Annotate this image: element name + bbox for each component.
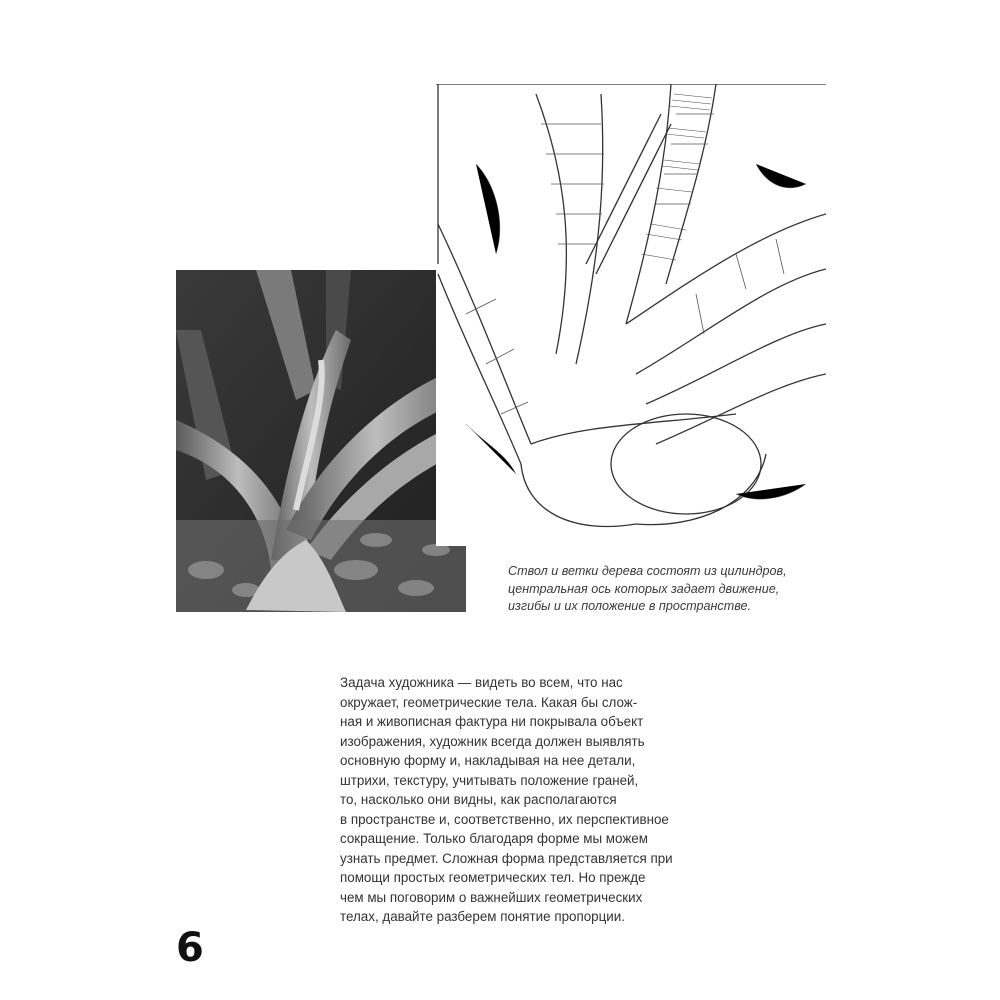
body-line: чем мы поговорим о важнейших геометрических: [340, 889, 643, 905]
caption-line: изгибы и их положение в пространстве.: [508, 599, 752, 613]
body-line: штрихи, текстуру, учитывать положение граней,: [340, 772, 639, 788]
tree-sketch: [436, 84, 826, 546]
body-line: сокращение. Только благодаря форме мы можем: [340, 831, 648, 846]
caption-line: центральная ось которых задает движение,: [508, 581, 780, 596]
tree-trunk-sketch-icon: [436, 84, 826, 546]
body-line: окружает, геометрические тела. Какая бы слож-: [340, 694, 638, 710]
body-line: изображения, художник всегда должен выявлять: [340, 733, 645, 749]
figure-caption: [508, 563, 838, 616]
body-line: Задача художника — видеть во всем, что нас: [340, 675, 623, 690]
body-line: в пространстве и, соответственно, их перспективное: [340, 811, 669, 827]
body-line: помощи простых геометрических тел. Но прежде: [340, 870, 646, 885]
page-number: 6: [176, 925, 204, 971]
body-line: узнать предмет. Сложная форма представляется при: [340, 850, 673, 866]
body-line: основную форму и, накладывая на нее детали,: [340, 753, 636, 768]
body-line: то, насколько они видны, как располагаются: [340, 792, 617, 807]
body-line: телах, давайте разберем понятие пропорции.: [340, 909, 625, 924]
tree-trunk-photo-icon: [176, 270, 466, 612]
body-line: ная и живописная фактура ни покрывала объект: [340, 714, 644, 729]
caption-line: Ствол и ветки дерева состоят из цилиндров,: [508, 564, 787, 578]
body-paragraph: [340, 673, 680, 927]
tree-photo: [176, 270, 466, 612]
